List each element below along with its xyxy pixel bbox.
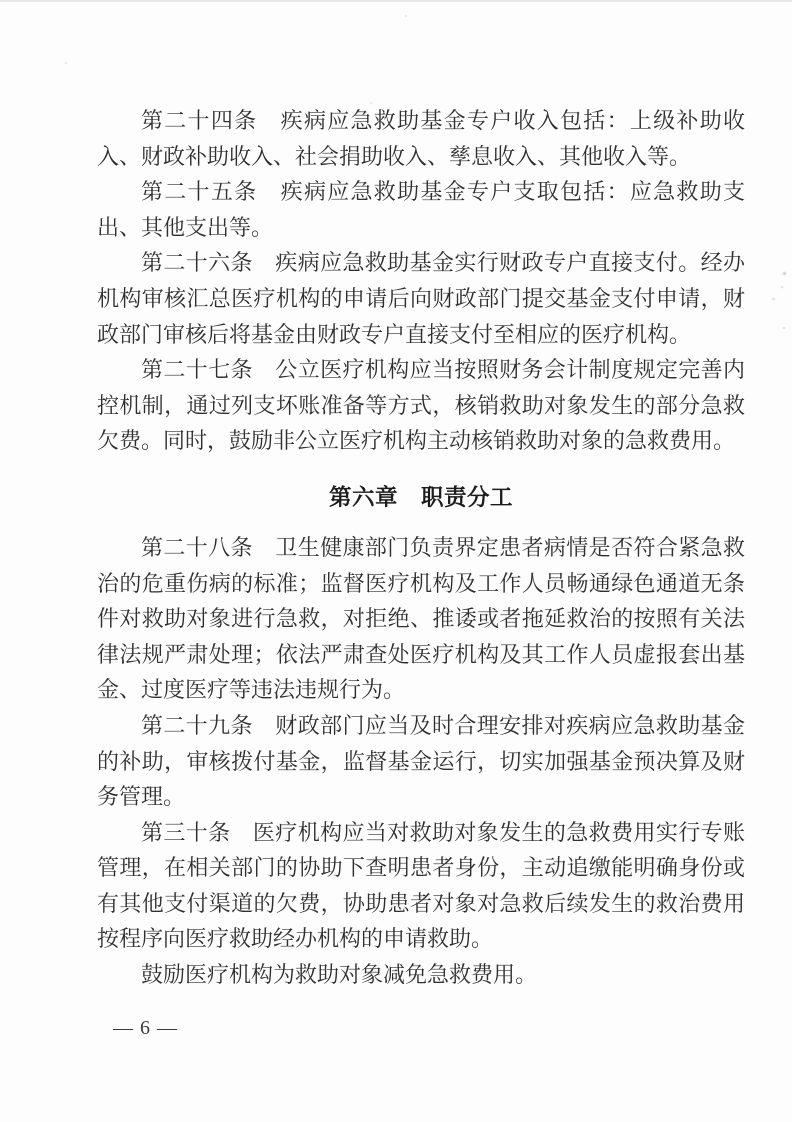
paragraph-article-29: 第二十九条 财政部门应当及时合理安排对疾病应急救助基金的补助，审核拨付基金，监督基金运行，切实加强基金预决算及财务管理。	[97, 712, 745, 810]
paragraph-article-30: 第三十条 医疗机构应当对救助对象发生的急救费用实行专账管理，在相关部门的协助下查明患者身份，主动追缴能明确身份或有其他支付渠道的欠费，协助患者对象对急救后续发生的救治费用按程序向医疗救助经办机构的申请救助。	[97, 819, 745, 952]
paragraph-article-28: 第二十八条 卫生健康部门负责界定患者病情是否符合紧急救治的危重伤病的标准；监督医疗机构及工作人员畅通绿色通道无条件对救助对象进行急救，对拒绝、推诿或者拖延救治的按照有关法律法规严肃处理；依法严肃查处医疗机构及其工作人员虚报套出基金、过度医疗等违法违规行为。	[97, 534, 745, 703]
scan-speck	[783, 327, 785, 329]
paragraph-article-25: 第二十五条 疾病应急救助基金专户支取包括：应急救助支出、其他支出等。	[97, 179, 745, 240]
paragraph-article-24: 第二十四条 疾病应急救助基金专户收入包括：上级补助收入、财政补助收入、社会捐助收入、孳息收入、其他收入等。	[97, 108, 745, 169]
paragraph-article-26: 第二十六条 疾病应急救助基金实行财政专户直接支付。经办机构审核汇总医疗机构的申请后向财政部门提交基金支付申请，财政部门审核后将基金由财政专户直接支付至相应的医疗机构。	[97, 250, 745, 347]
scan-speck	[405, 15, 407, 17]
chapter-six-heading: 第六章 职责分工	[328, 484, 513, 511]
scan-speck	[772, 298, 775, 300]
paragraph-closing-note: 鼓励医疗机构为救助对象减免急救费用。	[141, 962, 538, 988]
scan-speck	[783, 272, 786, 275]
scan-speck	[781, 286, 783, 288]
paragraph-article-27: 第二十七条 公立医疗机构应当按照财务会计制度规定完善内控机制，通过列支坏账准备等方式，核销救助对象发生的部分急救欠费。同时，鼓励非公立医疗机构主动核销救助对象的急救费用。	[97, 357, 745, 454]
scan-speck	[65, 62, 67, 64]
page-number: — 6 —	[113, 1016, 178, 1039]
scan-speck	[370, 102, 372, 104]
document-body	[97, 103, 745, 1042]
scan-edge-artifact	[0, 0, 792, 2]
